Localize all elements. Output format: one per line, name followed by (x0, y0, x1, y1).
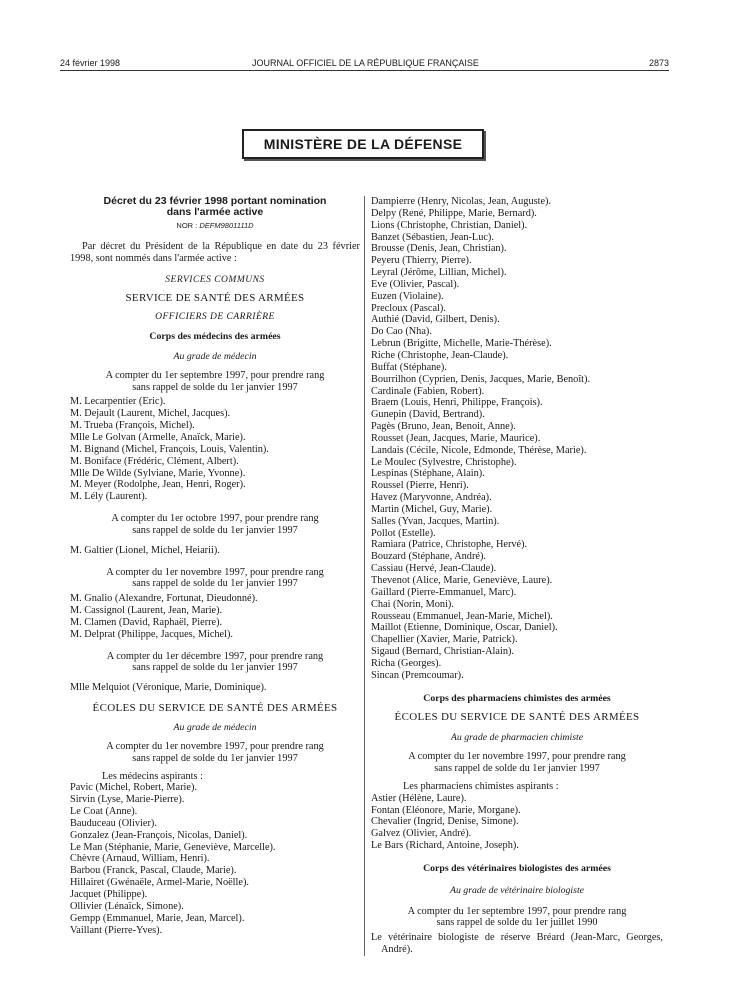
pharmaciens-aspirants-label: Les pharmaciens chimistes aspirants : (403, 780, 559, 792)
list-item: Vaillant (Pierre-Yves). (70, 924, 163, 936)
list-item: Lions (Christophe, Christian, Daniel). (371, 219, 528, 231)
list-item: Do Cao (Nha). (371, 326, 432, 338)
list-item: Rousset (Jean, Jacques, Marie, Maurice). (371, 432, 541, 444)
list-item: Barbou (Franck, Pascal, Claude, Marie). (70, 865, 237, 877)
list-item: Lespinas (Stéphane, Alain). (371, 468, 485, 480)
list-item: Brousse (Denis, Jean, Christian). (371, 243, 507, 255)
header-journal-title: JOURNAL OFFICIEL DE LA RÉPUBLIQUE FRANÇAISE (252, 58, 479, 68)
list-item: Bauduceau (Olivier). (70, 817, 157, 829)
list-item: Delpy (René, Philippe, Marie, Bernard). (371, 207, 537, 219)
list-item: Chèvre (Arnaud, William, Henri). (70, 853, 210, 865)
list-item: Gempp (Emmanuel, Marie, Jean, Marcel). (70, 912, 245, 924)
clause-novembre-line2: sans rappel de solde du 1er janvier 1997 (132, 578, 298, 590)
clause-decembre-line2: sans rappel de solde du 1er janvier 1997 (132, 662, 298, 674)
list-item: Pollot (Estelle). (371, 527, 436, 539)
list-item: M. Trueba (François, Michel). (70, 420, 195, 432)
clause-veterinaires-line2: sans rappel de solde du 1er juillet 1990 (436, 917, 598, 929)
medecins-aspirants-label: Les médecins aspirants : (102, 770, 203, 782)
list-item: Thevenot (Alice, Marie, Geneviève, Laure). (371, 575, 553, 586)
list-item: Havez (Maryvonne, Andréa). (371, 492, 492, 504)
list-item: Pagès (Bruno, Jean, Benoit, Anne). (371, 421, 516, 433)
list-item: Bourrilhon (Cyprien, Denis, Jacques, Marie, Benoît). (371, 373, 591, 385)
heading-officiers-carriere: OFFICIERS DE CARRIÈRE (155, 312, 275, 323)
list-item: Landais (Cécile, Nicole, Edmonde, Thérèse, Marie). (371, 444, 587, 456)
header-rule (60, 70, 669, 71)
list-item: Mlle De Wilde (Sylviane, Marie, Yvonne). (70, 467, 246, 479)
list-item: Mlle Le Golvan (Armelle, Anaïck, Marie). (70, 431, 246, 443)
list-item: Richa (Georges). (371, 657, 442, 669)
header-date: 24 février 1998 (60, 58, 121, 68)
names-list-novembre (70, 593, 360, 640)
list-item: Gaillard (Pierre-Emmanuel, Marc). (371, 586, 517, 598)
decree-title-line2: dans l'armée active (166, 206, 264, 218)
list-item: Le Man (Stéphanie, Marie, Geneviève, Marcelle). (70, 841, 276, 853)
left-column (70, 196, 360, 936)
list-item: Sincan (Premcoumar). (371, 669, 464, 681)
list-item: Chai (Norin, Moni). (371, 598, 454, 610)
list-item: M. Clamen (David, Raphaël, Pierre). (70, 616, 223, 628)
names-list-aspirants (70, 782, 360, 936)
list-item: Bouzard (Stéphane, André). (371, 551, 486, 563)
list-item: M. Delprat (Philippe, Jacques, Michel). (70, 628, 233, 640)
list-item: Mlle Melquiot (Véronique, Marie, Dominique). (70, 682, 267, 694)
clause-novembre-ecoles-line2: sans rappel de solde du 1er janvier 1997 (132, 752, 298, 764)
right-column (371, 196, 663, 956)
list-item: Braem (Louis, Henri, Philippe, François). (371, 397, 543, 409)
heading-grade-veterinaire: Au grade de vétérinaire biologiste (449, 884, 585, 896)
list-item: Ramiara (Patrice, Christophe, Hervé). (371, 539, 528, 551)
heading-grade-medecin: Au grade de médecin (173, 350, 257, 362)
clause-novembre-ecoles-line1: A compter du 1er novembre 1997, pour prendre rang (106, 740, 324, 752)
list-item: Le Bars (Richard, Antoine, Joseph). (371, 840, 519, 852)
list-item: Dampierre (Henry, Nicolas, Jean, Auguste). (371, 196, 552, 207)
clause-decembre-line1: A compter du 1er décembre 1997, pour prendre rang (106, 650, 324, 662)
clause-septembre-line1: A compter du 1er septembre 1997, pour prendre rang (105, 369, 325, 381)
list-item: M. Boniface (Frédéric, Clément, Albert). (70, 455, 239, 467)
list-item: Buffat (Stéphane). (371, 361, 447, 373)
list-item: Martin (Michel, Guy, Marie). (371, 503, 493, 515)
list-item: Hillairet (Gwénaële, Armel-Marie, Noëlle). (70, 877, 249, 889)
names-list-septembre (70, 396, 360, 503)
clause-veterinaires-line1: A compter du 1er septembre 1997, pour prendre rang (407, 905, 627, 917)
heading-grade-pharmacien: Au grade de pharmacien chimiste (450, 732, 584, 744)
list-item: Ollivier (Lénaïck, Simone). (70, 900, 184, 912)
clause-octobre-line2: sans rappel de solde du 1er janvier 1997 (132, 524, 298, 536)
list-item: Roussel (Pierre, Henri). (371, 480, 469, 492)
heading-service-sante: SERVICE DE SANTÉ DES ARMÉES (125, 292, 305, 305)
list-item: M. Lély (Laurent). (70, 491, 148, 503)
heading-grade-medecin-ecoles: Au grade de médecin (173, 722, 257, 733)
list-item: M. Gnalio (Alexandre, Fortunat, Dieudonné). (70, 593, 258, 605)
list-item: Eve (Olivier, Pascal). (371, 278, 460, 290)
list-item: Le Moulec (Sylvestre, Christophe). (371, 456, 517, 468)
list-item: Cassiau (Hervé, Jean-Claude). (371, 563, 497, 575)
list-item: Lebrun (Brigitte, Michelle, Marie-Thérèse). (371, 338, 552, 350)
header-page-number: 2873 (648, 58, 669, 68)
list-item: Rousseau (Emmanuel, Jean-Marie, Michel). (371, 610, 553, 622)
list-item: M. Lecarpentier (Eric). (70, 396, 166, 408)
veterinaire-text: Le vétérinaire biologiste de réserve Bréard (Jean-Marc, Georges, André). (371, 932, 663, 956)
list-item: M. Dejault (Laurent, Michel, Jacques). (70, 408, 231, 420)
list-item: M. Cassignol (Laurent, Jean, Marie). (70, 605, 223, 617)
list-item: M. Galtier (Lionel, Michel, Heiarii). (70, 544, 220, 556)
names-list-continued (371, 196, 663, 682)
list-item: Le Coat (Anne). (70, 806, 138, 818)
clause-octobre-line1: A compter du 1er octobre 1997, pour prendre rang (111, 513, 319, 525)
clause-pharmaciens-line1: A compter du 1er novembre 1997, pour prendre rang (408, 751, 626, 763)
ministry-title-box: MINISTÈRE DE LA DÉFENSE (242, 129, 484, 159)
list-item: Chapellier (Xavier, Marie, Patrick). (371, 634, 518, 646)
nor-code: DEFM9801111D (199, 221, 254, 230)
list-item: M. Meyer (Rodolphe, Jean, Henri, Roger). (70, 479, 246, 491)
list-item: Sigaud (Bernard, Christian-Alain). (371, 646, 514, 658)
list-item: Fontan (Eléonore, Marie, Morgane). (371, 804, 521, 816)
list-item: M. Bignand (Michel, François, Louis, Valentin). (70, 443, 269, 455)
list-item: Riche (Christophe, Jean-Claude). (371, 349, 509, 361)
list-item: Gonzalez (Jean-François, Nicolas, Daniel). (70, 829, 248, 841)
names-list-pharmaciens (371, 793, 663, 852)
heading-ecoles-left: ÉCOLES DU SERVICE DE SANTÉ DES ARMÉES (92, 702, 338, 715)
heading-corps-medecins: Corps des médecins des armées (149, 331, 281, 343)
clause-pharmaciens-line2: sans rappel de solde du 1er janvier 1997 (434, 762, 600, 774)
list-item: Pavic (Michel, Robert, Marie). (70, 782, 197, 794)
list-item: Sirvin (Lyse, Marie-Pierre). (70, 794, 185, 806)
list-item: Chevalier (Ingrid, Denise, Simone). (371, 816, 519, 828)
list-item: Peyeru (Thierry, Pierre). (371, 255, 472, 267)
heading-ecoles-right: ÉCOLES DU SERVICE DE SANTÉ DES ARMÉES (394, 711, 640, 724)
list-item: Precloux (Pascal). (371, 302, 446, 314)
list-item: Authié (David, Gilbert, Denis). (371, 314, 500, 326)
list-item: Cardinale (Fabien, Robert). (371, 385, 485, 397)
heading-corps-pharmaciens: Corps des pharmaciens chimistes des armées (423, 692, 611, 704)
heading-corps-veterinaires: Corps des vétérinaires biologistes des armées (423, 862, 611, 874)
clause-septembre-line2: sans rappel de solde du 1er janvier 1997 (132, 381, 298, 393)
names-list-octobre (70, 545, 360, 557)
list-item: Banzet (Sébastien, Jean-Luc). (371, 231, 494, 243)
clause-novembre-line1: A compter du 1er novembre 1997, pour prendre rang (106, 566, 324, 578)
list-item: Jacquet (Philippe). (70, 888, 148, 900)
nor-reference (70, 220, 360, 232)
list-item: Euzen (Violaine). (371, 290, 444, 302)
list-item: Leyral (Jérôme, Lillian, Michel). (371, 267, 507, 279)
column-divider (364, 196, 365, 956)
nor-label: NOR : (176, 221, 198, 230)
list-item: Galvez (Olivier, André). (371, 828, 472, 840)
list-item: Astier (Hélène, Laure). (371, 792, 467, 804)
names-list-decembre (70, 682, 360, 694)
decree-title-line1: Décret du 23 février 1998 portant nomination (103, 195, 327, 207)
list-item: Gunepin (David, Bertrand). (371, 409, 485, 421)
decree-intro: Par décret du Président de la République en date du 23 février 1998, sont nommés dans l'armée active : (70, 240, 360, 264)
list-item: Salles (Yvan, Jacques, Martin). (371, 515, 500, 527)
list-item: Maillot (Etienne, Dominique, Oscar, Daniel). (371, 622, 558, 634)
heading-services-communs: SERVICES COMMUNS (165, 274, 265, 285)
